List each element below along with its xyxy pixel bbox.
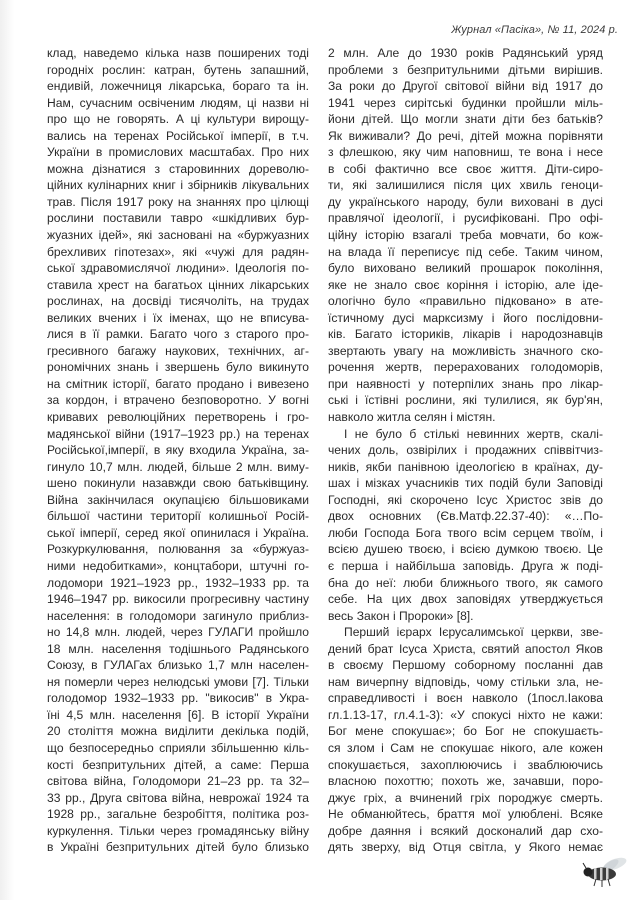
text-line: ду українського народу, були виховані в дусі: [328, 194, 603, 209]
text-line: їні 4,5 млн. населення [6]. В історії України: [47, 707, 309, 722]
text-line: 33 рр., Друга світова війна, неврожаї 1924 та: [47, 790, 309, 805]
text-line: брехливих гіпотезах», які «чужі для радян-: [47, 244, 309, 259]
text-line: ської імперії, серед якої опинилася і Україна.: [47, 525, 309, 540]
text-line: себе. На цих двох заповідях утверджується: [328, 592, 603, 607]
text-line: двох основних (Єв.Матф.22.37-40): «…По-: [328, 509, 603, 524]
text-line: джує гріх, а вчинений гріх породжує смерть.: [328, 790, 603, 805]
right-column: [328, 45, 603, 856]
text-line: Російської,імперії, в яку входила Україна, за-: [47, 443, 309, 458]
text-line: За роки до Другої світової війни від 1917 до: [328, 79, 603, 94]
text-line: їстичному дусі марксизму і його послідовни-: [328, 310, 603, 325]
text-line: но 14,8 млн. людей, через ГУЛАГИ пройшло: [47, 625, 309, 640]
text-line: жуазних ідей», які засновані на «буржуазних: [47, 228, 309, 243]
text-line: рослини поставили тавро «шкідливих бур-: [47, 211, 309, 226]
text-line: Як виживали? До речі, дітей можна порівняти: [328, 128, 603, 143]
text-line: нам вичерпну відповідь, чому стільки зла, не-: [328, 674, 603, 689]
text-line: кості безпритульних дітей, а саме: Перша: [47, 757, 309, 772]
text-line: Господні, які скорочено Ісус Христос звів до: [328, 492, 603, 507]
text-line: звертають увагу на можливість значного ско-: [328, 343, 603, 358]
text-line: голодомор 1932–1933 рр. "викосив" в Укра-: [47, 691, 309, 706]
text-line: ними недобитками», концтабори, штучні го-: [47, 558, 309, 573]
text-line: ологічно було «правильно підковано» в ате-: [328, 294, 603, 309]
text-line: на влада її переписує під себе. Таким чином,: [328, 244, 603, 259]
text-line: йони дітей. Що могли знати діти без батьків?: [328, 112, 603, 127]
text-line: в своєму Першому соборному посланні дав: [328, 658, 603, 673]
text-line: ційну історію взагалі треба мовчати, бо кож-: [328, 228, 603, 243]
text-line: світова війна, Голодомори 21–23 рр. та 32–: [47, 774, 309, 789]
text-line: ня померли через нелюдські умови [7]. Тільки: [47, 674, 309, 689]
text-line: городніх рослин: катран, бутень запашний,: [47, 62, 309, 77]
text-line: було виховано великий прошарок покоління,: [328, 261, 603, 276]
text-line: спокушається, захоплюючись і зваблюючись: [328, 757, 603, 772]
text-line: 1928 рр., загальне безробіття, політика роз-: [47, 807, 309, 822]
text-line: яке не знало своє коріння і історію, але іде-: [328, 277, 603, 292]
text-line: ти, які залишилися після цих хвиль геноци-: [328, 178, 603, 193]
text-line: більшої частини території колишньої Росій-: [47, 509, 309, 524]
text-line: ендивій, ложечниця лікарська, бораго та ін.: [47, 79, 309, 94]
text-line: проблеми з безпритульними дітьми вирішив.: [328, 62, 603, 77]
text-line: весь Закон і Пророки» [8].: [328, 608, 474, 623]
text-line: навколо житла селян і містян.: [328, 410, 496, 425]
text-line: шах і мізках учасників тих подій були Заповіді: [328, 476, 603, 491]
text-line: Союзу, в ГУЛАГах близько 1,7 млн населен-: [47, 658, 309, 673]
text-line: великих вчених і їх іменах, що не вписува-: [47, 310, 309, 325]
text-line: чених доль, озвірілих і продажних співвітчиз-: [328, 443, 603, 458]
bee-icon: [582, 855, 630, 889]
text-line: лодомори 1921–1923 рр., 1932–1933 рр. та: [47, 575, 309, 590]
text-line: 20 століття можна виділити декілька подій,: [47, 724, 309, 739]
text-line: за кордон, і втрачено безповоротно. У вогні: [47, 393, 309, 408]
scan-page-edge: [0, 0, 14, 900]
text-line: можна дізнатися з старовинних дореволю-: [47, 161, 309, 176]
text-line: в Україні безпритульних дітей було близько: [47, 840, 309, 855]
text-line: дений брат Ісуса Христа, святий апостол Яков: [328, 641, 603, 656]
text-line: з флешкою, яку чим наповниш, те вона і несе: [328, 145, 603, 160]
text-line: мадянської війни (1917–1923 рр.) на теренах: [47, 426, 309, 441]
text-line: рономічних знань і звершень було викинуто: [47, 360, 309, 375]
text-line: шено покинули назавжди свою батьківщину.: [47, 476, 309, 491]
text-line: населення: в голодомори загинуло приблиз-: [47, 608, 309, 623]
text-line: трав. Після 1917 року на знаннях про цілющі: [47, 194, 309, 209]
text-line: куркулення. Тільки через громадянську війну: [47, 823, 309, 838]
text-line: справедливості і воєн навколо (1посл.Іакова: [328, 691, 603, 706]
text-line: Нам, сучасним освіченим людям, ці назви ні: [47, 95, 309, 110]
text-line: 2 млн. Але до 1930 років Радянський уряд: [328, 46, 603, 60]
text-line: ської здравомислячої людини». Ідеологія по-: [47, 261, 309, 276]
text-line: є перша і найбільша заповідь. Друга ж поді-: [328, 558, 603, 573]
text-line: гинуло 10,7 млн. людей, більше 2 млн. виму-: [47, 459, 309, 474]
text-line: Війна закінчилася окупацією більшовиками: [47, 492, 309, 507]
text-line: 1946–1947 рр. викосили прогресивну частину: [47, 592, 309, 607]
text-line: бна до неї: люби ближнього твого, як самого: [328, 575, 603, 590]
text-line: вались на теренах Російської імперії, в т.ч.: [47, 128, 309, 143]
text-line: ся злом і Сам не спокушає нікого, але кожен: [328, 740, 603, 755]
text-line: що безпосередньо сприяли збільшенню кіль-: [47, 740, 309, 755]
text-line: рочення жертв, перерахованих голодоморів,: [328, 360, 603, 375]
text-line: власною похоттю; похоть же, зачавши, поро-: [328, 774, 603, 789]
text-line: добре даяння і всякий досконалий дар схо-: [328, 823, 603, 838]
text-line: 18 млн. населення тодішнього Радянського: [47, 641, 309, 656]
text-line: кривавих революційних перетворень і гро-: [47, 410, 309, 425]
left-column: [47, 45, 309, 856]
text-line: всією душею твоєю, і всією думкою твоєю. Це: [328, 542, 603, 557]
text-line: І не було б стількі невинних жертв, скалі-: [344, 426, 603, 441]
text-line: Перший ієрарх Ієрусалимської церкви, зве-: [344, 625, 603, 640]
text-line: України в промислових масштабах. Про них: [47, 145, 309, 160]
text-line: дять зверху, від Отця світла, у Якого немає: [328, 840, 603, 855]
text-line: рослинах, на досвіді тисячоліть, на трудах: [47, 294, 309, 309]
text-line: при наявності у потерпілих знань про лікар-: [328, 376, 603, 391]
text-line: гресивного багажу наукових, технічних, аг-: [47, 343, 309, 358]
journal-header: Журнал «Пасіка», № 11, 2024 р.: [451, 24, 618, 36]
text-line: ційних кулінарних книг і збірників лікувальних: [47, 178, 309, 193]
text-line: люби Господа Бога твого всім серцем твоїм, і: [328, 525, 603, 540]
text-line: клад, наведемо кілька назв поширених тоді: [47, 46, 309, 60]
text-line: гл.1.13-17, гл.4.1-3): «У спокусі ніхто не кажи:: [328, 707, 603, 722]
text-line: лися в її рамки. Багато чого з старого про-: [47, 327, 309, 342]
text-line: ські і їстівні рослини, які тулилися, як бур'ян,: [328, 393, 603, 408]
text-line: ків. Багато істориків, лікарів і народознавців: [328, 327, 603, 342]
text-line: на смітник історії, багато продано і вивезено: [47, 376, 309, 391]
text-line: 1941 через сирітські будинки пройшли міль-: [328, 95, 603, 110]
text-line: ставила хрест на багатьох цінних лікарських: [47, 277, 309, 292]
text-line: ників, якби панівною ідеологією в країнах, ду-: [328, 459, 603, 474]
text-line: Розкуркулювання, полювання за «буржуаз-: [47, 542, 309, 557]
text-line: про що не говорять. А ці культури вирощу-: [47, 112, 309, 127]
text-line: правлячої ідеології, і русифіковані. Про офі-: [328, 211, 603, 226]
text-line: Не обманюйтесь, браття мої улюблені. Всяке: [328, 807, 603, 822]
text-line: в собі фактично все своє життя. Діти-сиро-: [328, 161, 603, 176]
text-line: Бог мене спокушає»; бо Бог не спокушаєть-: [328, 724, 603, 739]
